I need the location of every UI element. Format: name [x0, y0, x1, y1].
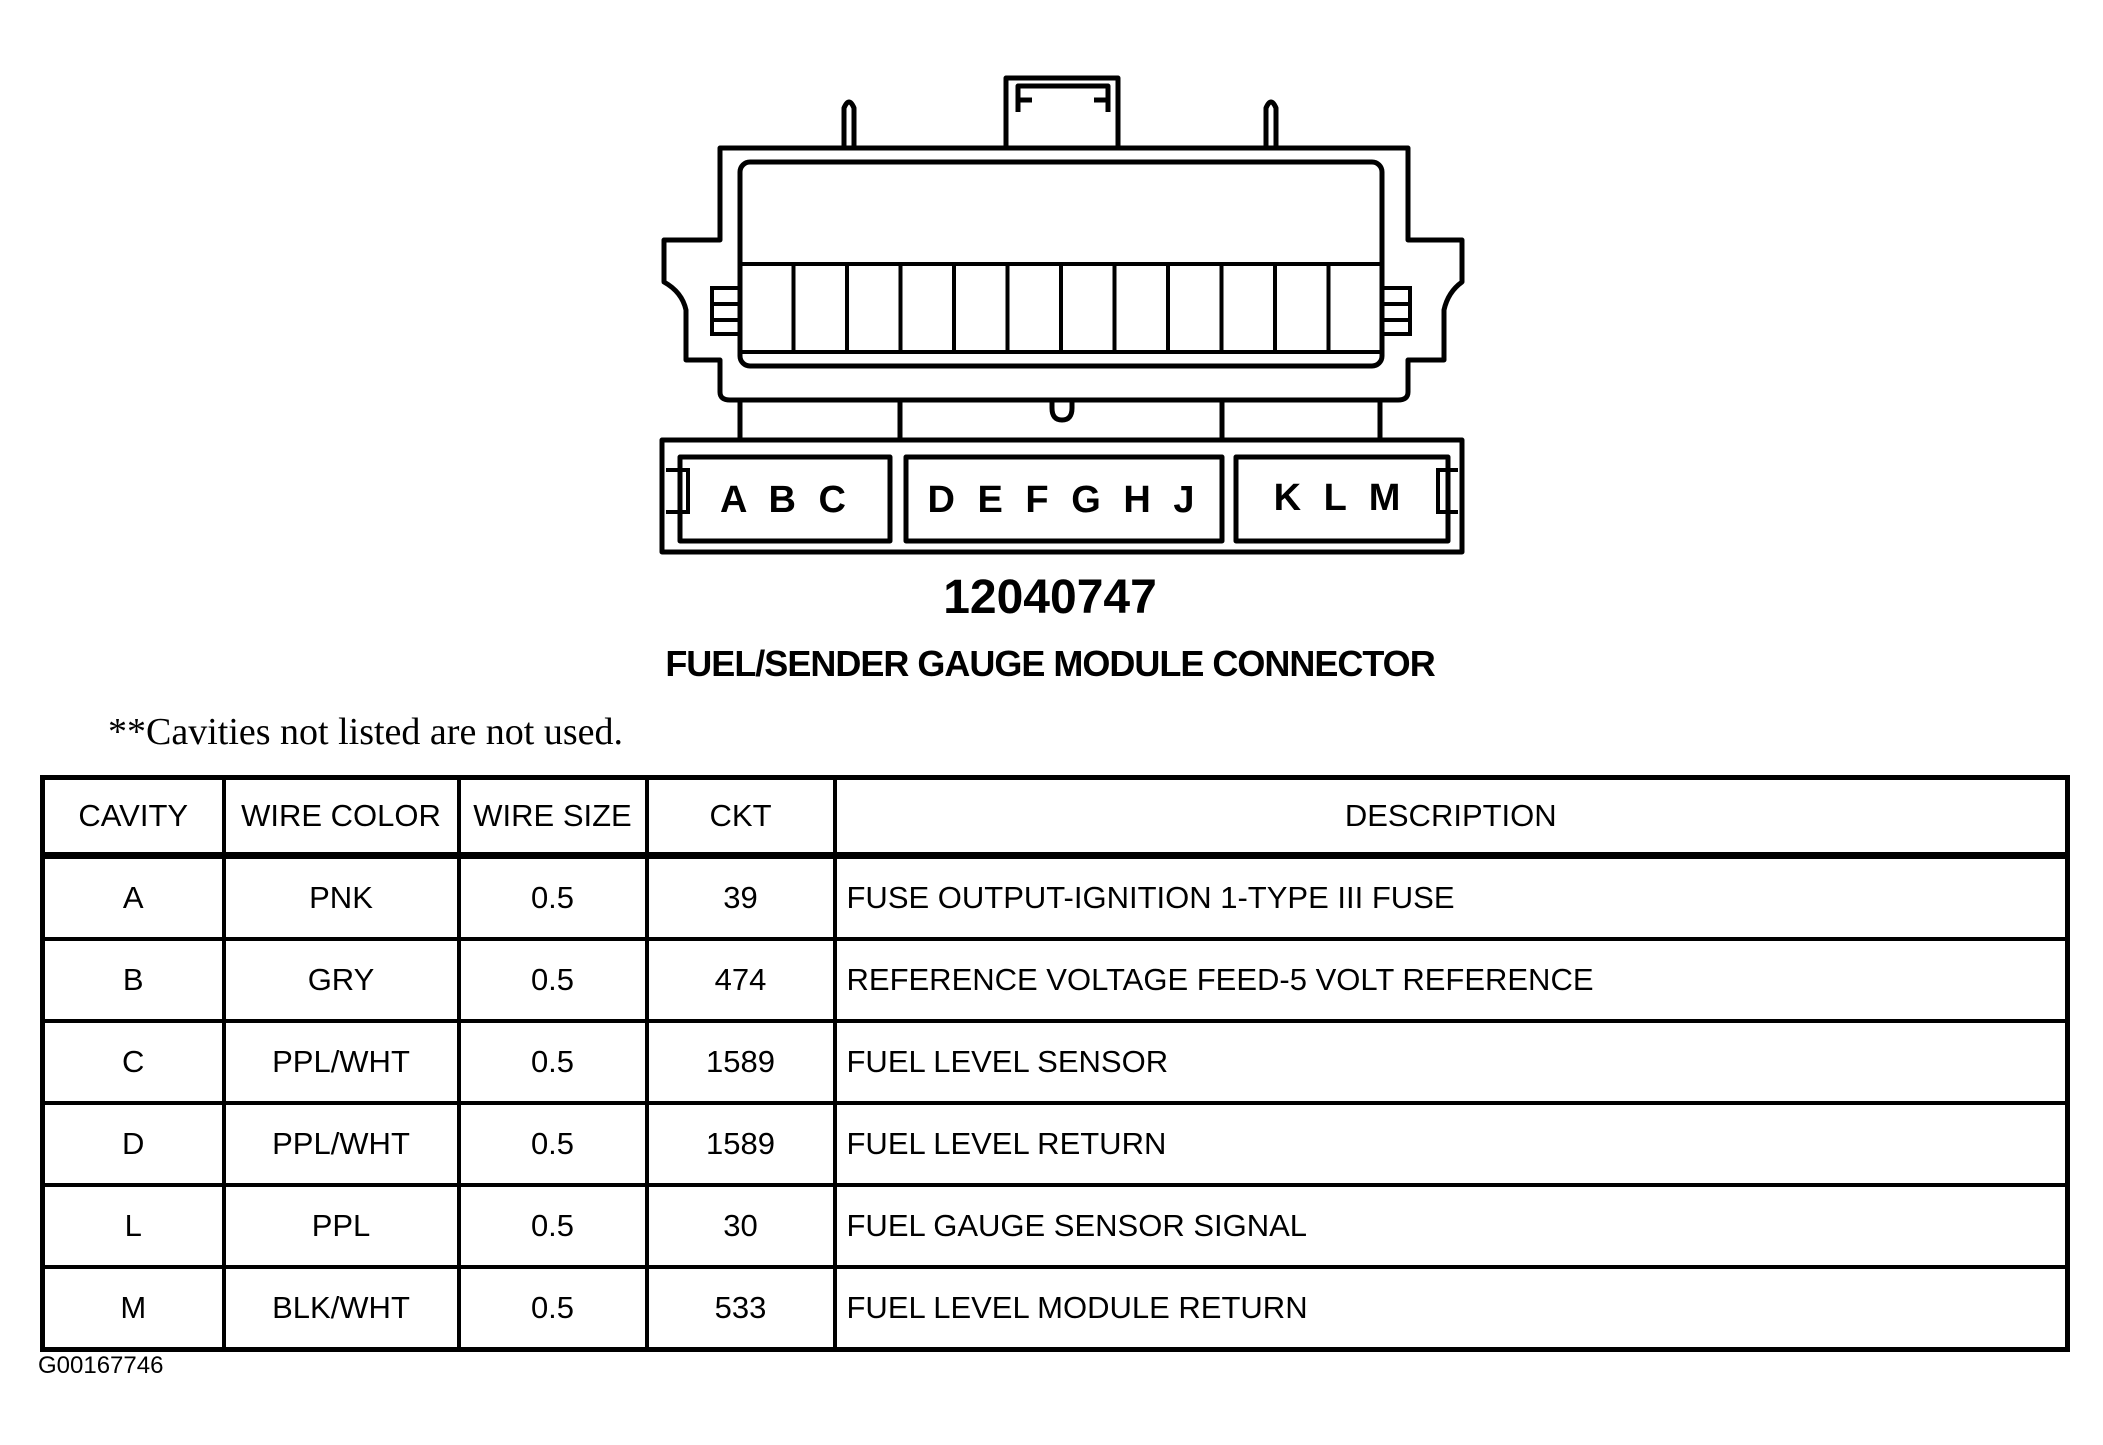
- pinout-table: [40, 775, 2070, 1352]
- connector-title: FUEL/SENDER GAUGE MODULE CONNECTOR: [665, 643, 1435, 684]
- cell-wire-size: 0.5: [459, 1103, 647, 1185]
- table-row: [43, 939, 2068, 1021]
- unused-cavities-note: **Cavities not listed are not used.: [108, 711, 624, 753]
- cell-wire-color: BLK/WHT: [224, 1267, 459, 1350]
- cell-wire-color: PPL: [224, 1185, 459, 1267]
- cell-cavity: L: [43, 1185, 224, 1267]
- cell-ckt: 533: [647, 1267, 835, 1350]
- cell-ckt: 474: [647, 939, 835, 1021]
- cell-cavity: D: [43, 1103, 224, 1185]
- cell-cavity: A: [43, 856, 224, 940]
- header-description: DESCRIPTION: [835, 778, 2068, 856]
- cell-cavity: B: [43, 939, 224, 1021]
- cell-description: FUSE OUTPUT-IGNITION 1-TYPE III FUSE: [835, 856, 2068, 940]
- cell-wire-color: PPL/WHT: [224, 1021, 459, 1103]
- cell-wire-size: 0.5: [459, 1021, 647, 1103]
- table-row: [43, 1021, 2068, 1103]
- part-number: 12040747: [943, 571, 1157, 624]
- header-wire-size: WIRE SIZE: [459, 778, 647, 856]
- header-ckt: CKT: [647, 778, 835, 856]
- cell-ckt: 30: [647, 1185, 835, 1267]
- cavity-group-klm: K L M: [1273, 477, 1407, 519]
- connector-drawing: [0, 0, 2103, 560]
- cell-wire-color: GRY: [224, 939, 459, 1021]
- cell-wire-size: 0.5: [459, 856, 647, 940]
- cell-wire-size: 0.5: [459, 1267, 647, 1350]
- table-row: [43, 1103, 2068, 1185]
- table-header-row: [43, 778, 2068, 856]
- table-row: [43, 856, 2068, 940]
- cell-ckt: 1589: [647, 1103, 835, 1185]
- cell-description: REFERENCE VOLTAGE FEED-5 VOLT REFERENCE: [835, 939, 2068, 1021]
- cell-wire-size: 0.5: [459, 1185, 647, 1267]
- table-row: [43, 1267, 2068, 1350]
- cell-description: FUEL GAUGE SENSOR SIGNAL: [835, 1185, 2068, 1267]
- table-row: [43, 1185, 2068, 1267]
- cell-description: FUEL LEVEL RETURN: [835, 1103, 2068, 1185]
- cell-ckt: 39: [647, 856, 835, 940]
- cell-wire-color: PPL/WHT: [224, 1103, 459, 1185]
- cell-cavity: C: [43, 1021, 224, 1103]
- cell-description: FUEL LEVEL SENSOR: [835, 1021, 2068, 1103]
- cell-wire-size: 0.5: [459, 939, 647, 1021]
- cell-wire-color: PNK: [224, 856, 459, 940]
- cavity-group-abc: A B C: [719, 479, 853, 521]
- cell-cavity: M: [43, 1267, 224, 1350]
- header-wire-color: WIRE COLOR: [224, 778, 459, 856]
- cell-description: FUEL LEVEL MODULE RETURN: [835, 1267, 2068, 1350]
- figure-id: G00167746: [38, 1352, 164, 1379]
- cavity-group-defghj: D E F G H J: [927, 479, 1201, 521]
- header-cavity: CAVITY: [43, 778, 224, 856]
- cell-ckt: 1589: [647, 1021, 835, 1103]
